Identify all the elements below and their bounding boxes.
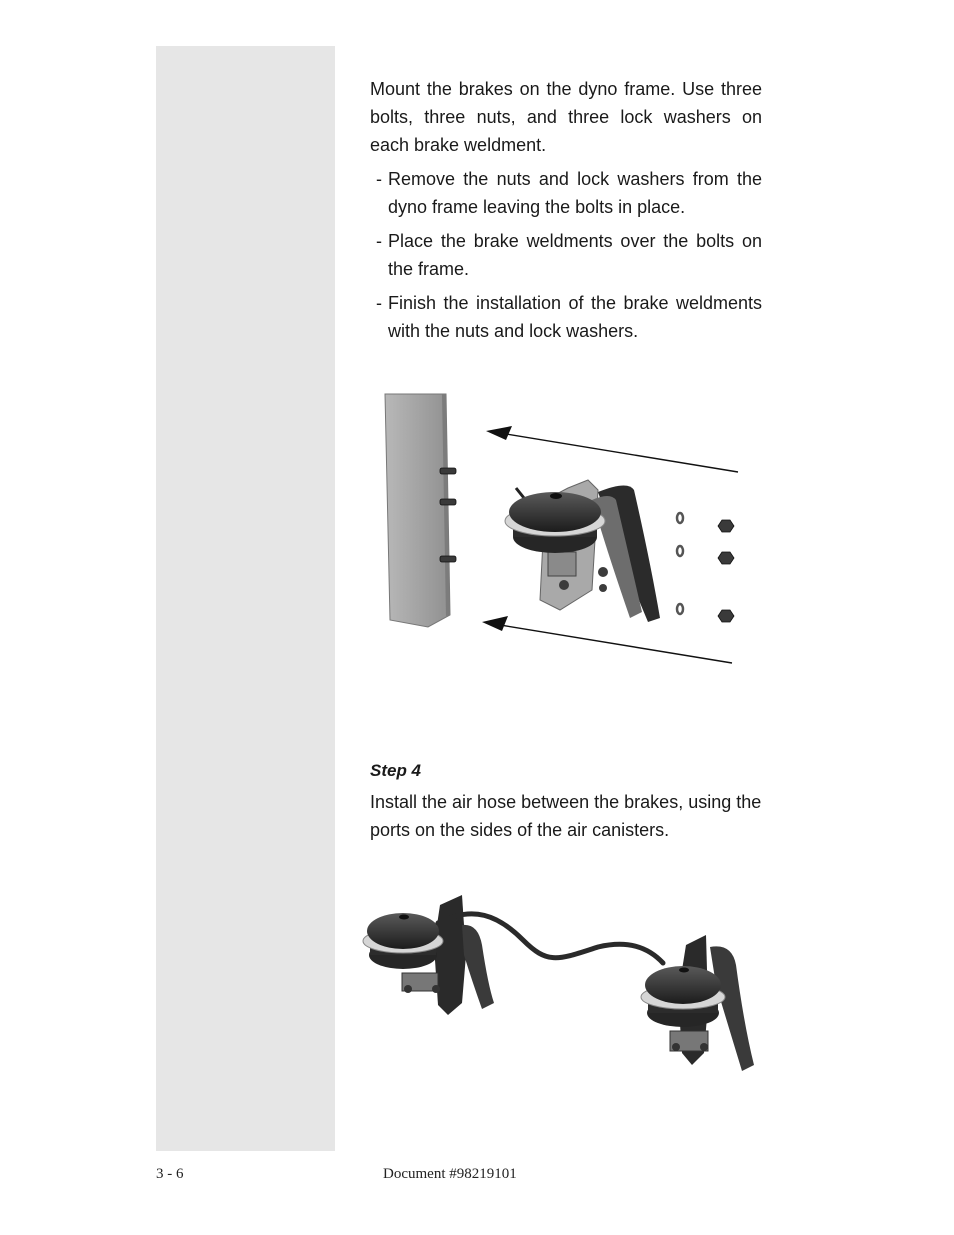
page-number: 3 - 6 (156, 1166, 184, 1182)
bullet-item (370, 227, 762, 283)
brake-mount-illustration (360, 380, 760, 690)
bullet-dash: - (376, 293, 382, 313)
bullet-dash: - (376, 231, 382, 251)
step-4-heading: Step 4 (370, 761, 422, 780)
air-hose-illustration (358, 885, 768, 1095)
bullet-dash: - (376, 169, 382, 189)
left-margin-panel (156, 46, 335, 1151)
bullet-item (370, 289, 762, 345)
bullet-text: Finish the installation of the brake weldments with the nuts and lock washers. (388, 293, 762, 341)
mount-instructions: Mount the brakes on the dyno frame. Use three bolts, three nuts, and three lock washers on each brake weldment. (370, 79, 762, 155)
document-number: Document #98219101 (383, 1166, 517, 1182)
step-4-instructions: Install the air hose between the brakes, using the ports on the sides of the air canisters. (370, 792, 762, 840)
bullet-item (370, 165, 762, 221)
bullet-text: Remove the nuts and lock washers from the dyno frame leaving the bolts in place. (388, 169, 762, 217)
bullet-list (370, 165, 762, 351)
bullet-text: Place the brake weldments over the bolts on the frame. (388, 231, 762, 279)
